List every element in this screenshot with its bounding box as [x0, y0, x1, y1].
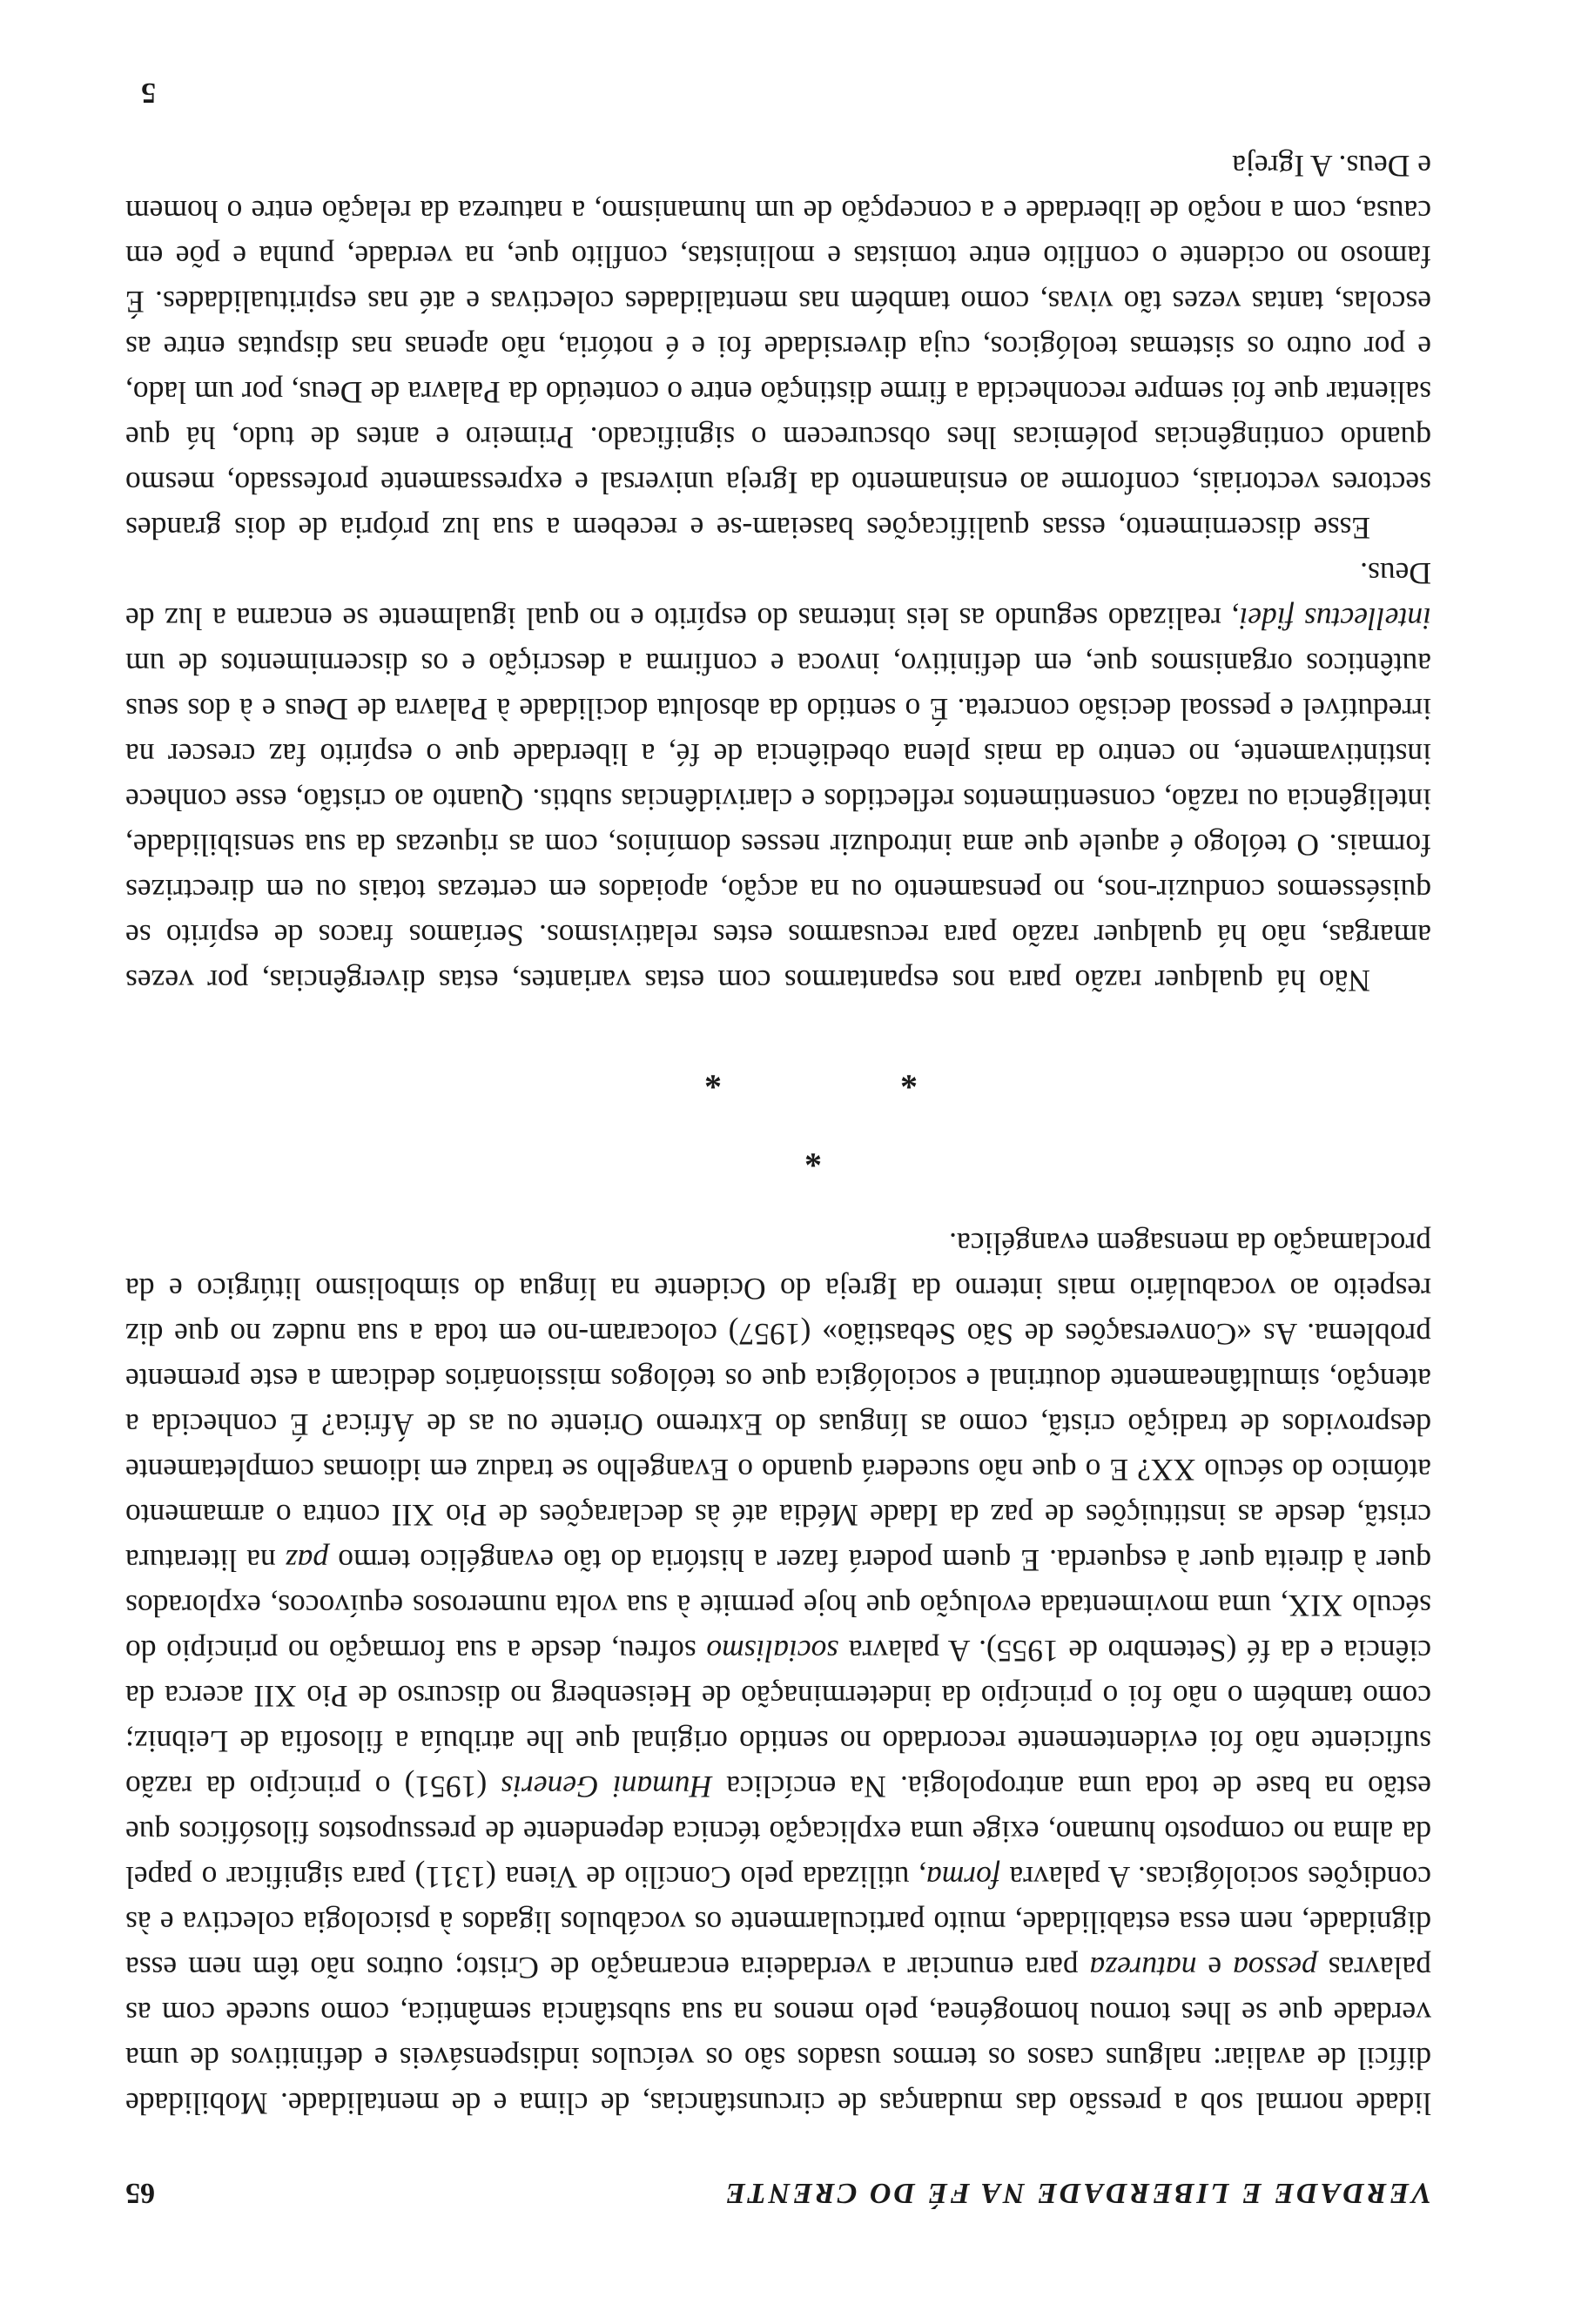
text-run: na literatura cristã, desde as instituições de paz da Idade Média até às declarações de Pio XII contra o armamento atómico do século XX? E o que não sucederá quando o Evangelho se traduz em idiomas completamente desprovidos de tradição cristã, como as línguas do Extremo Oriente ou as de África? É conhecida a atenção, simultâneamente doutrinal e sociológica que os teólogos missionários dedicam a este premente problema. As «Conversações de São Sebastião» (1957) colocaram-no em toda a sua nudez no que diz respeito ao vocabulário mais interno da Igreja do Ocidente na língua do simbolismo litúrgico e da proclamação da mensagem evangélica.	[125, 1226, 1431, 1578]
running-head	[125, 2170, 1431, 2215]
emphasis-pessoa: pessoa	[1233, 1951, 1317, 1985]
separator-star: *	[900, 1058, 918, 1097]
paragraph-1	[125, 1221, 1431, 2126]
signature-mark: 5	[141, 77, 156, 109]
paragraph-2	[125, 551, 1431, 1004]
page-number: 65	[125, 2177, 155, 2209]
emphasis-paz: paz	[285, 1543, 329, 1578]
text-run: para enunciar a verdadeira encarnação de Cristo; outros não têm nem essa dignidade, nem essa estabilidade, muito particularmente os vocábulos ligados à psicologia colectiva e às condições sociológicas. A palavra	[124, 1860, 1431, 1985]
emphasis-humani-generis: Humani Generis	[501, 1770, 713, 1804]
text-run: lidade normal sob a pressão das mudanças de circunstâncias, de clima e de mentalidade. Mobilidade difícil de avaliar: nalguns casos os termos usados são os veículos indispensáveis e definitivos de uma verdade que se lhes tornou homogénea, pelo menos na sua substância semântica, como sucede com as palavras	[125, 1951, 1431, 2121]
text-run: , utilizada pelo Concílio de Viena (1311) para significar o papel da alma no composto humano, exige uma explicação técnica dependente de pressupostos filosóficos que estão na base de toda uma antropologia. Na encíclica	[125, 1770, 1431, 1895]
emphasis-intellectus-fidei: intellectus fidei	[1239, 601, 1431, 636]
section-separator	[125, 1030, 1431, 1195]
text-run: (1951) o princípio da razão suficiente não foi evidentemente recordado no sentido original que lhe atribuía a filosofia de Leibniz; como também o não foi o princípio da indeterminação de Heisenberg no discurso de Pio XII acerca da ciência e da fé (Setembro de 1955). A palavra	[125, 1634, 1431, 1804]
emphasis-natureza: natureza	[1089, 1951, 1197, 1985]
text-run: , realizado segundo as leis internas do espírito e no qual igualmente se encarna a luz de Deus.	[125, 556, 1431, 636]
emphasis-forma: forma	[925, 1860, 1000, 1895]
running-title: VERDADE E LIBERDADE NA FÉ DO CRENTE	[723, 2177, 1431, 2209]
separator-star: *	[804, 1136, 822, 1175]
emphasis-socialismo: socialismo	[706, 1634, 839, 1669]
text-run: sofreu, desde a sua formação no princípio do século XIX, uma movimentada evolução que hoje permite à sua volta numerosos equívocos, explorados quer à direita quer à esquerda. E quem poderá fazer a história do tão evangélico termo	[125, 1543, 1431, 1669]
page-content	[125, 144, 1431, 2215]
separator-star: *	[704, 1058, 722, 1097]
paragraph-3: Esse discernimento, essas qualificações baseiam-se e recebem a sua luz própria de dois grandes sectores vectoriais, conforme ao ensinamento da Igreja universal e expressamente professado, mesmo quando contingências polémicas lhes obscurecem o significado. Primeiro e antes de tudo, há que salientar que foi sempre reconhecida a firme distinção entre o conteúdo da Palavra de Deus, por um lado, e por outro os sistemas teológicos, cuja diversidade foi e é notória, não apenas nas disputas entre as escolas, tantas vezes tão vivas, como também nas mentalidades colectivas e até nas espiritualidades. É famoso no ocidente o conflito entre tomistas e molinistas, conflito que, na verdade, punha e põe em causa, com a noção de liberdade e a concepção de um humanismo, a natureza da relação entre o homem e Deus. A Igreja	[125, 149, 1431, 546]
text-run: e	[1196, 1951, 1234, 1985]
text-run: Não há qualquer razão para nos espantarmos com estas variantes, estas divergências, por vezes amargas, não há qualquer razão para recusarmos estes relativismos. Seríamos fracos de espírito se quiséssemos conduzir-nos, no pensamento ou na acção, apoiados em certezas totais ou em directrizes formais. O teólogo é aquele que ama introduzir nesses domínios, com as riquezas da sua sensibilidade, inteligência ou razão, consentimentos reflectidos e clarividências subtis. Quanto ao cristão, esse conhece instintivamente, no centro da mais plena obediência de fé, a liberdade que o espírito faz crescer na irredutível e pessoal decisão concreta. É o sentido da absoluta docilidade à Palavra de Deus e à dos seus autênticos organismos que, em definitivo, invoca e confirma a descrição e os discernimentos de um	[125, 647, 1431, 998]
